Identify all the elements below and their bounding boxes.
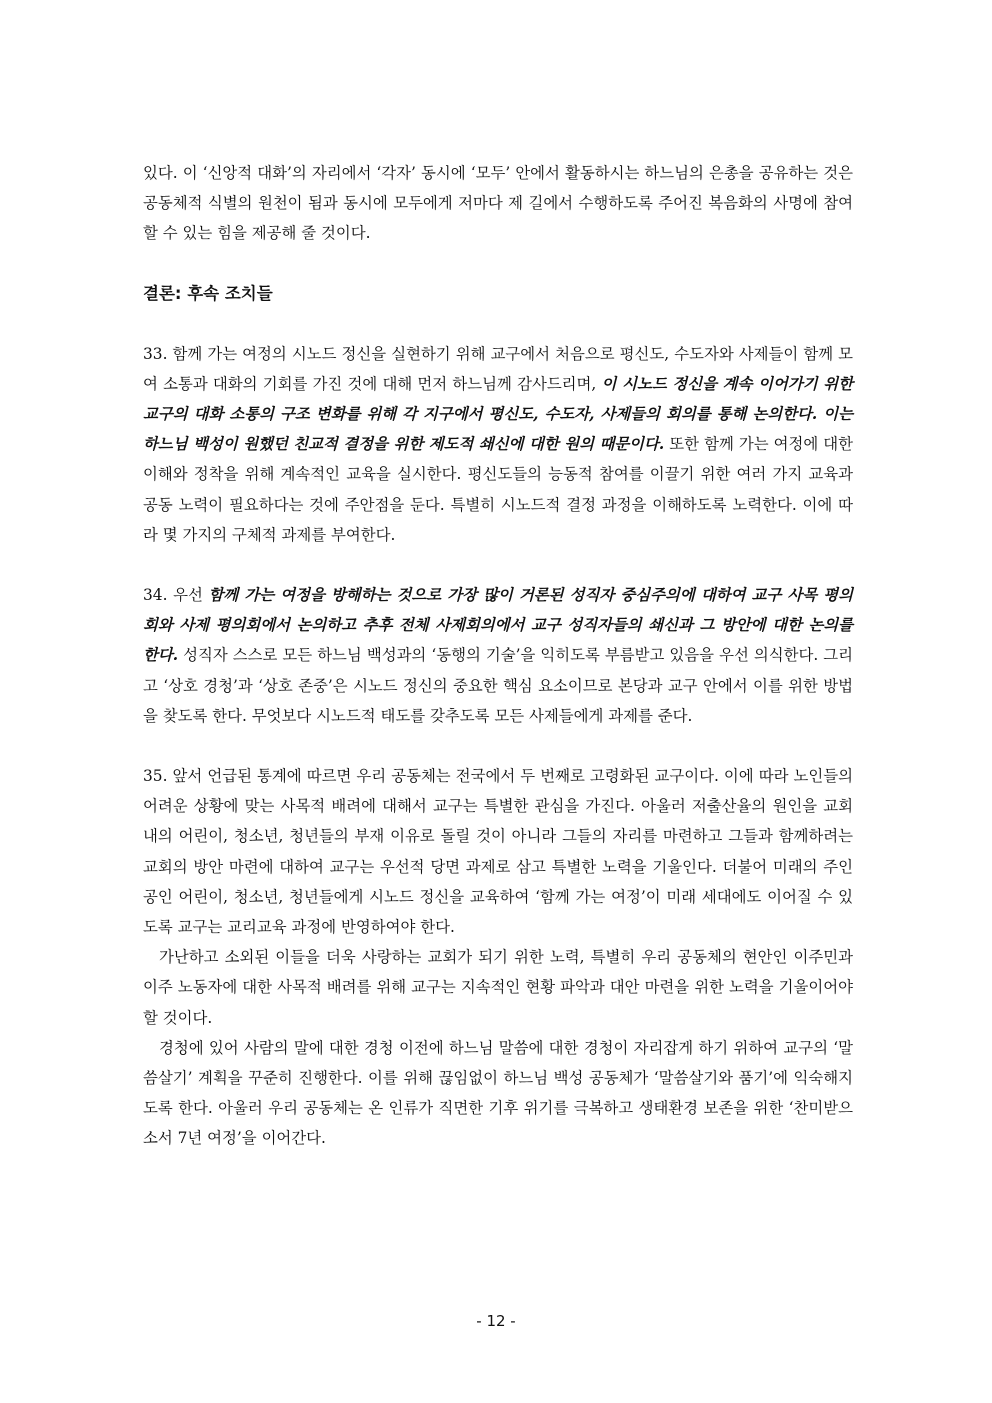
paragraph-35-migrants: 가난하고 소외된 이들을 더욱 사랑하는 교회가 되기 위한 노력, 특별히 우리 공동체의 현안인 이주민과 이주 노동자에 대한 사목적 배려를 위해 교구는 지속적인 현황 파악과 대안 마련을 위한 노력을 기울이어야 할 것이다.	[143, 948, 853, 1027]
spacer	[143, 731, 853, 761]
paragraph-33-emphasis: 이 시노드 정신을 계속 이어가기 위한 교구의 대화 소통의 구조 변화를 위해 각 지구에서 평신도, 수도자, 사제들의 회의를 통해 논의한다. 이는 하느님 백성이 원했던 친교적 결정을 위한 제도적 쇄신에 대한 원의 때문이다.	[143, 374, 853, 454]
paragraph-35: 35. 앞서 언급된 통계에 따르면 우리 공동체는 전국에서 두 번째로 고령화된 교구이다. 이에 따라 노인들의 어려운 상황에 맞는 사목적 배려에 대해서 교구는 특별한 관심을 가진다. 아울러 저출산율의 원인을 교회 내의 어린이, 청소년, 청년들의 부재 이유로 돌릴 것이 아니라 그들의 자리를 마련하고 그들과 함께하려는 교회의 방안 마련에 대하여 교구는 우선적 당면 과제로 삼고 특별한 노력을 기울인다. 더불어 미래의 주인공인 어린이, 청소년, 청년들에게 시노드 정신을 교육하여 ‘함께 가는 여정’이 미래 세대에도 이어질 수 있도록 교구는 교리교육 과정에 반영하여야 한다.	[143, 767, 854, 937]
paragraph-34-text-cont: 성직자 스스로 모든 하느님 백성과의 ‘동행의 기술’을 익히도록 부름받고 있음을 우선 의식한다. 그리고 ‘상호 경청’과 ‘상호 존중’은 시노드 정신의 중요한 핵심 요소이므로 본당과 교구 안에서 이를 위한 방법을 찾도록 한다. 무엇보다 시노드적 태도를 갖추도록 모든 사제들에게 과제를 준다.	[143, 646, 853, 725]
paragraph-34-emphasis: 함께 가는 여정을 방해하는 것으로 가장 많이 거론된 성직자 중심주의에 대하여 교구 사목 평의회와 사제 평의회에서 논의하고 추후 전체 사제회의에서 교구 성직자들의 쇄신과 그 방안에 대한 논의를 한다.	[143, 586, 853, 665]
spacer	[143, 550, 853, 580]
paragraph-34	[143, 580, 853, 731]
document-body	[143, 158, 853, 1154]
paragraph-34-text: 34. 우선	[143, 586, 209, 605]
spacer	[143, 309, 853, 339]
paragraph-33-text: 33. 함께 가는 여정의 시노드 정신을 실현하기 위해 교구에서 처음으로 평신도, 수도자와 사제들이 함께 모여 소통과 대화의 기회를 가진 것에 대해 먼저 하느님께 감사드리며,	[143, 344, 853, 393]
intro-paragraph: 있다. 이 ‘신앙적 대화’의 자리에서 ‘각자’ 동시에 ‘모두’ 안에서 활동하시는 하느님의 은총을 공유하는 것은 공동체적 식별의 원천이 됨과 동시에 모두에게 저마다 제 길에서 수행하도록 주어진 복음화의 사명에 참여할 수 있는 힘을 제공해 줄 것이다.	[143, 164, 853, 243]
paragraph-33-text-cont: 또한 함께 가는 여정에 대한 이해와 정착을 위해 계속적인 교육을 실시한다. 평신도들의 능동적 참여를 이끌기 위한 여러 가지 교육과 공동 노력이 필요하다는 것에 주안점을 둔다. 특별히 시노드적 결정 과정을 이해하도록 노력한다. 이에 따라 몇 가지의 구체적 과제를 부여한다.	[143, 435, 853, 544]
paragraph-33	[143, 339, 853, 550]
page-number: - 12 -	[476, 1312, 516, 1330]
paragraph-35-word: 경청에 있어 사람의 말에 대한 경청 이전에 하느님 말씀에 대한 경청이 자리잡게 하기 위하여 교구의 ‘말씀살기’ 계획을 꾸준히 진행한다. 이를 위해 끊임없이 하느님 백성 공동체가 ‘말씀살기와 품기’에 익숙해지도록 한다. 아울러 우리 공동체는 온 인류가 직면한 기후 위기를 극복하고 생태환경 보존을 위한 ‘찬미받으소서 7년 여정’을 이어간다.	[143, 1038, 853, 1148]
spacer	[143, 249, 853, 279]
section-heading: 결론: 후속 조치들	[143, 283, 273, 303]
